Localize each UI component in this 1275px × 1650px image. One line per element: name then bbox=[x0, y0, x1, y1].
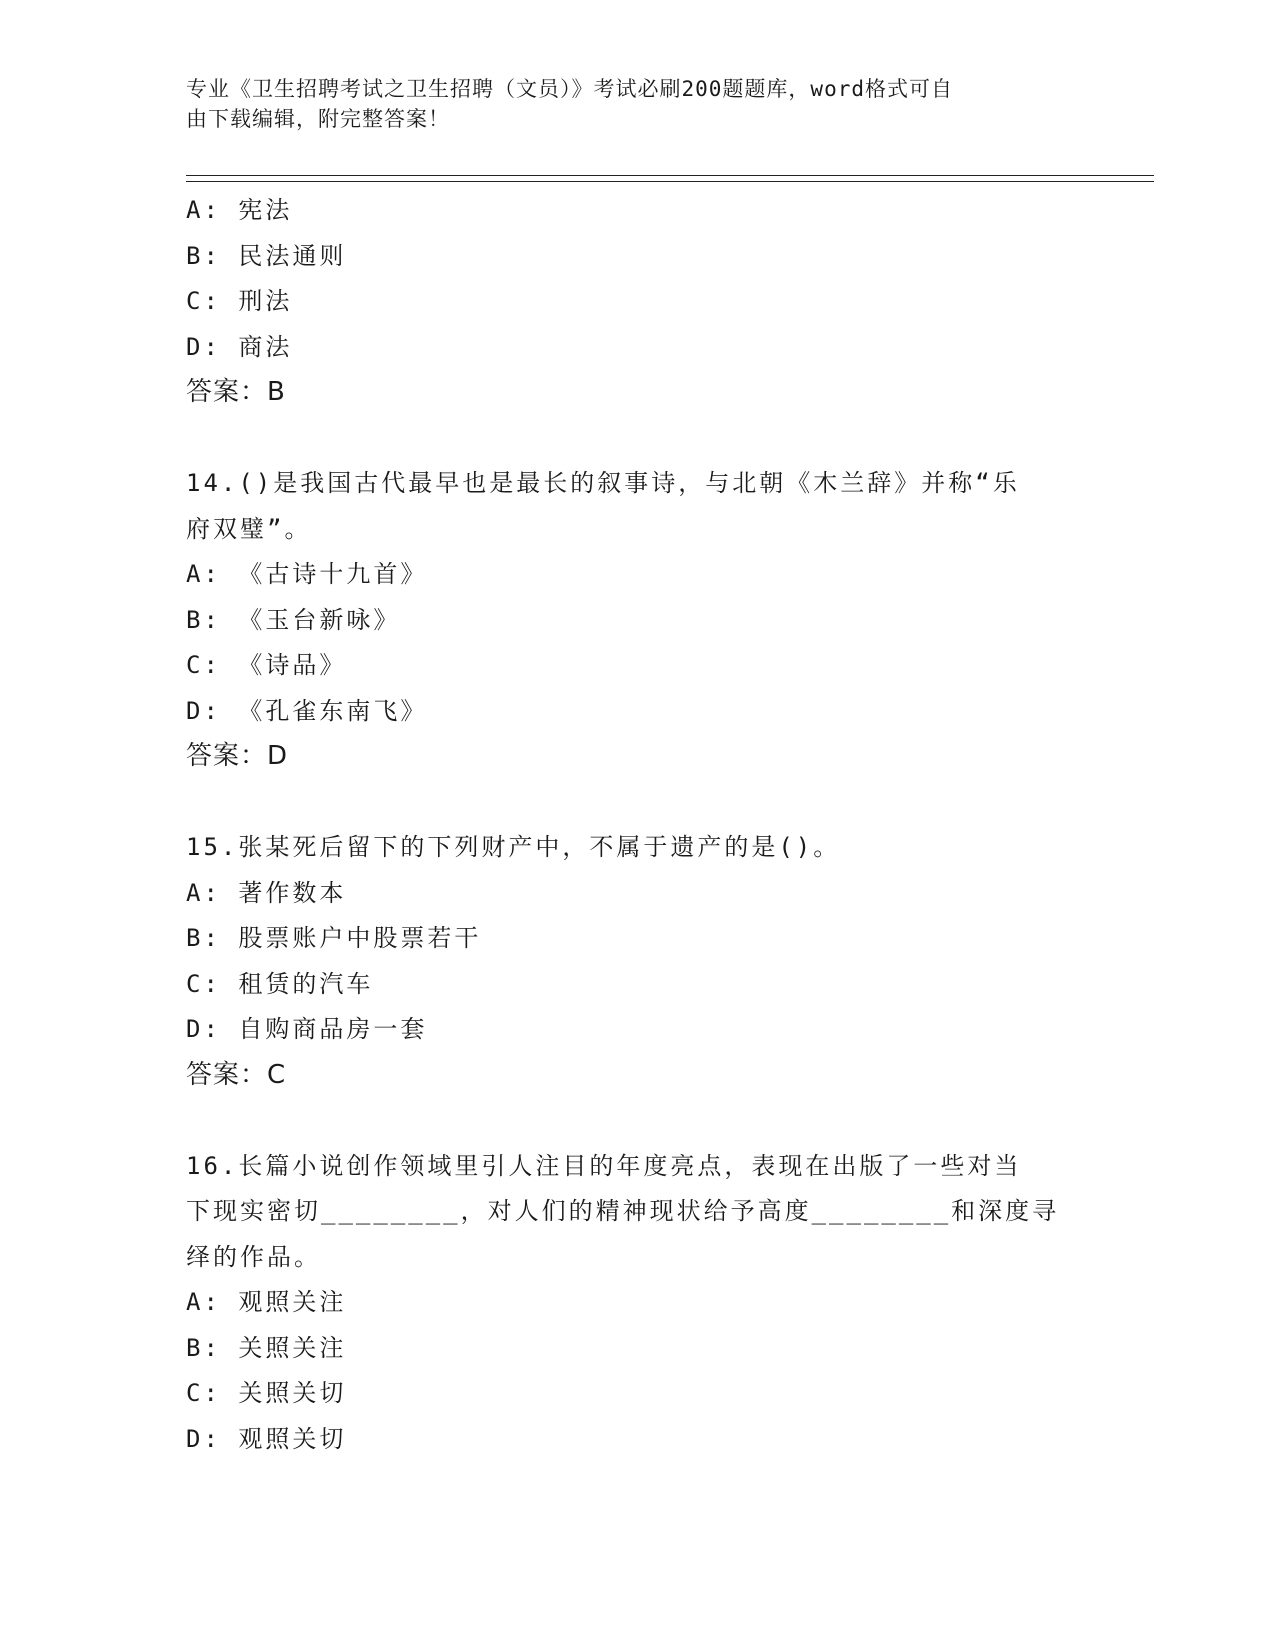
question-13 bbox=[186, 188, 1086, 416]
option-c: C: 《诗品》 bbox=[186, 651, 347, 679]
option-d: D: 观照关切 bbox=[186, 1424, 347, 1453]
question-stem: 绎的作品。 bbox=[186, 1242, 321, 1271]
spacer bbox=[186, 416, 1086, 462]
question-stem: 15.张某死后留下的下列财产中，不属于遗产的是()。 bbox=[186, 833, 841, 861]
document-header bbox=[186, 74, 1066, 134]
question-14 bbox=[186, 461, 1086, 780]
question-stem: 16.长篇小说创作领域里引人注目的年度亮点，表现在出版了一些对当 bbox=[186, 1151, 1022, 1180]
header-line-2: 由下载编辑，附完整答案！ bbox=[186, 107, 450, 131]
question-16 bbox=[186, 1144, 1086, 1463]
header-divider-top bbox=[186, 175, 1154, 176]
option-a: A: 宪法 bbox=[186, 196, 293, 224]
option-b: B: 民法通则 bbox=[186, 241, 347, 270]
spacer bbox=[186, 1098, 1086, 1144]
option-d: D: 自购商品房一套 bbox=[186, 1015, 428, 1043]
option-d: D: 商法 bbox=[186, 332, 293, 361]
question-stem: 府双璧”。 bbox=[186, 514, 312, 543]
answer-label: 答案：B bbox=[186, 377, 286, 407]
option-c: C: 租赁的汽车 bbox=[186, 969, 374, 998]
answer-label: 答案：D bbox=[186, 741, 289, 771]
header-divider-bottom bbox=[186, 181, 1154, 182]
header-line-1: 专业《卫生招聘考试之卫生招聘（文员）》考试必刷200题题库，word格式可自 bbox=[186, 77, 953, 101]
option-b: B: 《玉台新咏》 bbox=[186, 605, 401, 634]
answer-label: 答案：C bbox=[186, 1059, 287, 1090]
option-a: A: 《古诗十九首》 bbox=[186, 560, 428, 588]
option-a: A: 著作数本 bbox=[186, 878, 347, 907]
question-stem: 14.()是我国古代最早也是最长的叙事诗，与北朝《木兰辞》并称“乐 bbox=[186, 469, 1020, 497]
option-c: C: 关照关切 bbox=[186, 1379, 347, 1407]
option-b: B: 股票账户中股票若干 bbox=[186, 924, 482, 952]
question-stem: 下现实密切________，对人们的精神现状给予高度________和深度寻 bbox=[186, 1197, 1060, 1225]
option-c: C: 刑法 bbox=[186, 287, 293, 315]
question-content bbox=[186, 188, 1086, 1462]
option-d: D: 《孔雀东南飞》 bbox=[186, 696, 428, 725]
option-b: B: 关照关注 bbox=[186, 1333, 347, 1362]
question-15 bbox=[186, 825, 1086, 1098]
option-a: A: 观照关注 bbox=[186, 1288, 347, 1316]
spacer bbox=[186, 780, 1086, 826]
